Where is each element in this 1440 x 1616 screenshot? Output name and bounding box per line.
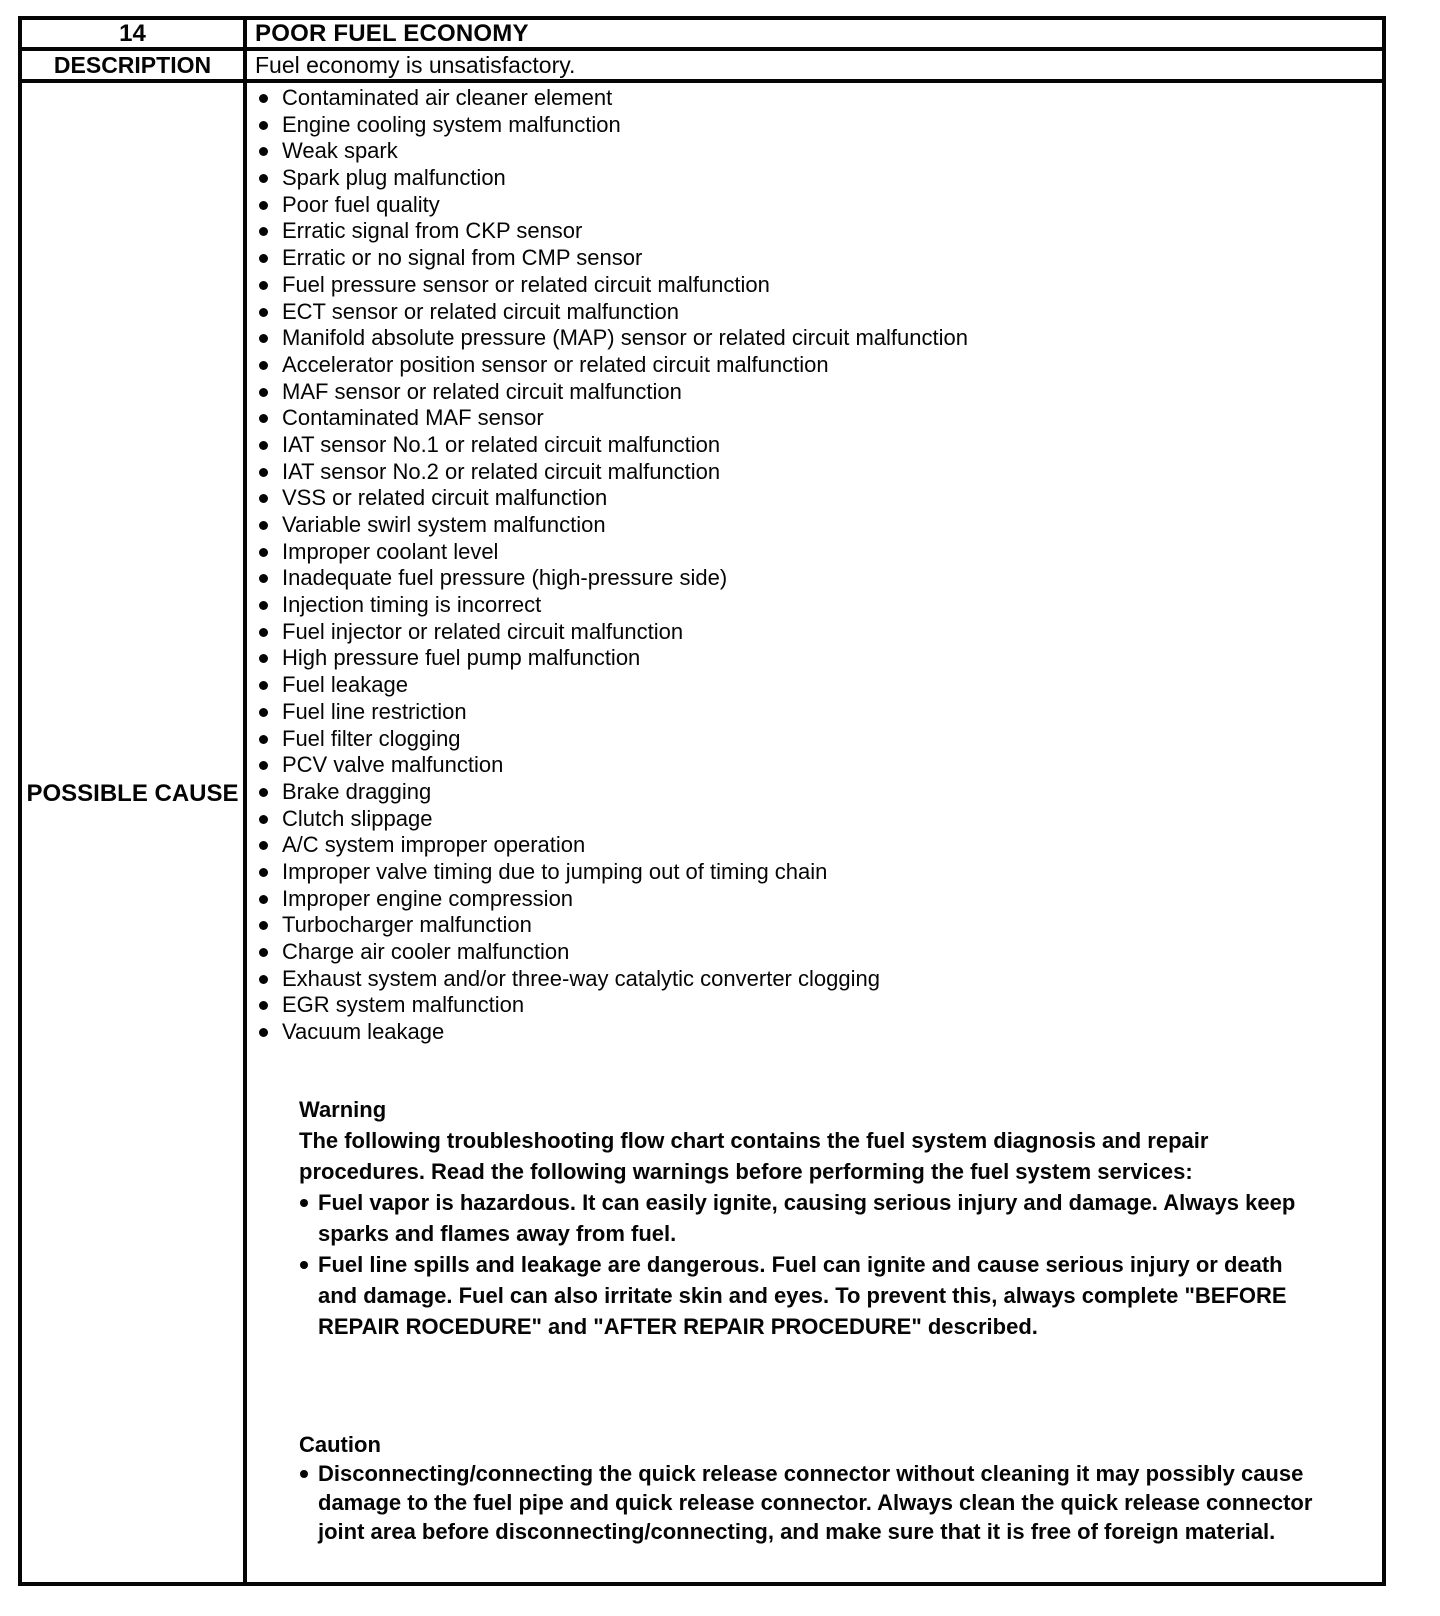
- caution-section: [299, 1430, 1329, 1546]
- caution-title: Caution: [299, 1431, 381, 1457]
- warning-intro: The following troubleshooting flow chart contains the fuel system diagnosis and repair procedures. Read the following warnings before performing the fuel system services:: [299, 1127, 1209, 1184]
- cause-item: Vacuum leakage: [259, 1019, 1382, 1046]
- cause-item: EGR system malfunction: [259, 992, 1382, 1019]
- cause-item: ECT sensor or related circuit malfunction: [259, 299, 1382, 326]
- item-number-cell: [22, 20, 247, 51]
- cause-item: A/C system improper operation: [259, 832, 1382, 859]
- warning-item: Fuel line spills and leakage are dangerous. Fuel can ignite and cause serious injury or death and damage. Fuel can also irritate skin and eyes. To prevent this, always complete "BEFORE REPAIR ROCEDURE" and "AFTER REPAIR PROCEDURE" described.: [299, 1249, 1317, 1342]
- possible-cause-content-cell: [247, 83, 1382, 1582]
- item-number: 14: [119, 20, 146, 47]
- cause-item: Fuel line restriction: [259, 699, 1382, 726]
- description-label: DESCRIPTION: [53, 51, 212, 78]
- caution-item: Disconnecting/connecting the quick release connector without cleaning it may possibly cause damage to the fuel pipe and quick release connector. Always clean the quick release connector joint area before disconnecting/connecting, and make sure that it is free of foreign material.: [299, 1459, 1329, 1546]
- possible-cause-list: [247, 85, 1382, 1046]
- cause-item: Clutch slippage: [259, 806, 1382, 833]
- cause-item: Variable swirl system malfunction: [259, 512, 1382, 539]
- description-text-cell: [247, 51, 1382, 83]
- cause-item: Improper valve timing due to jumping out of timing chain: [259, 859, 1382, 886]
- troubleshooting-table: [18, 16, 1386, 1586]
- cause-item: Brake dragging: [259, 779, 1382, 806]
- cause-item: IAT sensor No.1 or related circuit malfunction: [259, 432, 1382, 459]
- possible-cause-label: POSSIBLE CAUSE: [26, 779, 239, 807]
- cause-item: Fuel pressure sensor or related circuit malfunction: [259, 272, 1382, 299]
- cause-item: IAT sensor No.2 or related circuit malfunction: [259, 459, 1382, 486]
- cause-item: Contaminated MAF sensor: [259, 405, 1382, 432]
- cause-item: Turbocharger malfunction: [259, 912, 1382, 939]
- description-text: Fuel economy is unsatisfactory.: [255, 51, 576, 78]
- item-title: POOR FUEL ECONOMY: [255, 20, 529, 47]
- cause-item: Fuel filter clogging: [259, 726, 1382, 753]
- cause-item: Contaminated air cleaner element: [259, 85, 1382, 112]
- description-label-cell: [22, 51, 247, 83]
- item-title-cell: [247, 20, 1382, 51]
- cause-item: Spark plug malfunction: [259, 165, 1382, 192]
- caution-list: [299, 1459, 1329, 1546]
- warning-item: Fuel vapor is hazardous. It can easily ignite, causing serious injury and damage. Always keep sparks and flames away from fuel.: [299, 1187, 1317, 1249]
- cause-item: Exhaust system and/or three-way catalytic converter clogging: [259, 966, 1382, 993]
- cause-item: Weak spark: [259, 138, 1382, 165]
- possible-cause-label-cell: [22, 83, 247, 1582]
- cause-item: Poor fuel quality: [259, 192, 1382, 219]
- cause-item: Improper coolant level: [259, 539, 1382, 566]
- cause-item: VSS or related circuit malfunction: [259, 485, 1382, 512]
- cause-item: MAF sensor or related circuit malfunction: [259, 379, 1382, 406]
- cause-item: Engine cooling system malfunction: [259, 112, 1382, 139]
- warning-list: [299, 1187, 1317, 1342]
- cause-item: Injection timing is incorrect: [259, 592, 1382, 619]
- warning-title: Warning: [299, 1096, 387, 1122]
- cause-item: High pressure fuel pump malfunction: [259, 645, 1382, 672]
- cause-item: Erratic or no signal from CMP sensor: [259, 245, 1382, 272]
- cause-item: Fuel leakage: [259, 672, 1382, 699]
- cause-item: PCV valve malfunction: [259, 752, 1382, 779]
- cause-item: Accelerator position sensor or related circuit malfunction: [259, 352, 1382, 379]
- warning-section: [299, 1094, 1317, 1342]
- cause-item: Inadequate fuel pressure (high-pressure side): [259, 565, 1382, 592]
- cause-item: Manifold absolute pressure (MAP) sensor or related circuit malfunction: [259, 325, 1382, 352]
- cause-item: Improper engine compression: [259, 886, 1382, 913]
- cause-item: Fuel injector or related circuit malfunction: [259, 619, 1382, 646]
- cause-item: Erratic signal from CKP sensor: [259, 218, 1382, 245]
- cause-item: Charge air cooler malfunction: [259, 939, 1382, 966]
